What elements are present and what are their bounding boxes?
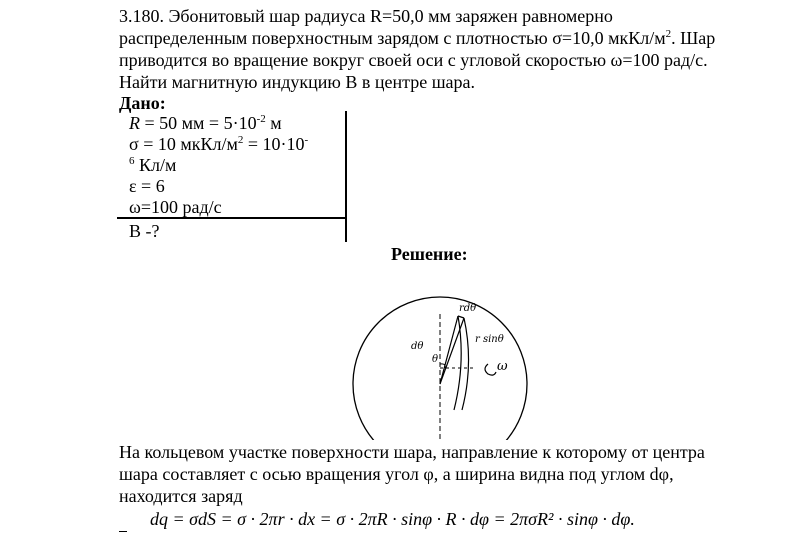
solution-heading: Решение: (391, 244, 468, 264)
problem-statement (119, 5, 799, 93)
given-radius (129, 113, 308, 134)
ring-arc-2 (462, 318, 469, 410)
footnote-tick (119, 531, 127, 532)
given-sigma-exp: - (304, 134, 309, 146)
given-list (129, 113, 308, 218)
problem-line-3: приводится во вращение вокруг своей оси с угловой скоростью ω=100 рад/с. (119, 50, 708, 70)
label-d-theta: dθ (411, 341, 424, 352)
given-sigma-value: σ = 10 мкКл/м (129, 134, 238, 154)
solution-line-1: На кольцевом участке поверхности шара, направление к которому от центра (119, 442, 705, 462)
radius-line-1 (440, 316, 458, 384)
given-sigma (129, 134, 308, 155)
given-sigma-unit-exp: 2 (237, 134, 244, 146)
label-omega: ω (497, 359, 508, 374)
given-omega: ω=100 рад/с (129, 197, 222, 217)
problem-line-1: 3.180. Эбонитовый шар радиуса R=50,0 мм заряжен равномерно (119, 6, 613, 26)
solution-text (119, 441, 799, 507)
given-sigma-unit: Кл/м (134, 155, 177, 175)
omega-arrow-icon (485, 364, 496, 375)
given-radius-exp: -2 (256, 113, 266, 125)
problem-line-2-sup: 2 (665, 28, 672, 40)
problem-line-2-end: . Шар (671, 28, 716, 48)
label-r-sin-theta: r sinθ (475, 334, 504, 345)
ring-arc-1 (454, 316, 461, 410)
sphere-diagram (340, 292, 540, 440)
given-sigma-cont (129, 155, 308, 176)
problem-line-2 (119, 27, 799, 49)
sphere-diagram-svg (340, 292, 540, 440)
given-divider-vertical (345, 111, 347, 242)
given-radius-symbol: R (129, 113, 140, 133)
label-r-dtheta: rdθ (459, 303, 477, 314)
given-radius-unit: м (265, 113, 282, 133)
given-heading: Дано: (119, 93, 166, 113)
r-dtheta-segment (458, 316, 464, 318)
problem-line-4: Найти магнитную индукцию B в центре шара. (119, 72, 476, 92)
given-epsilon: ε = 6 (129, 176, 165, 196)
solution-line-3: находится заряд (119, 486, 243, 506)
given-sigma-si: = 10·10 (243, 134, 305, 154)
given-divider-horizontal (117, 217, 347, 219)
charge-formula: dq = σdS = σ · 2πr · dx = σ · 2πR · sinφ · R · dφ = 2πσR² · sinφ · dφ. (150, 509, 635, 529)
given-sigma-exp-cont: 6 (129, 155, 135, 167)
given-radius-value: = 50 мм = 5·10 (140, 113, 257, 133)
label-theta: θ (432, 354, 439, 365)
find-quantity: B -? (129, 221, 160, 241)
solution-line-2: шара составляет с осью вращения угол φ, а ширина видна под углом dφ, (119, 464, 674, 484)
problem-line-2-text: распределенным поверхностным зарядом с плотностью σ=10,0 мкКл/м (119, 28, 666, 48)
